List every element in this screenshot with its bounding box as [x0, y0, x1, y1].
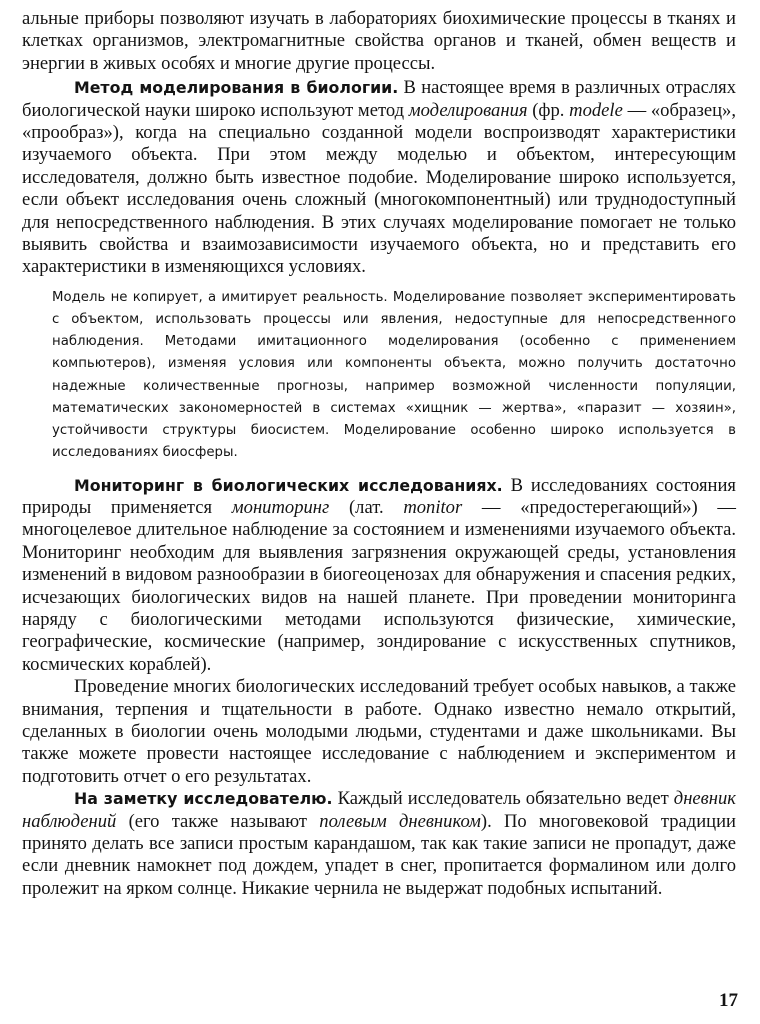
heading-monitoring: Мониторинг в биологических исследованиях.: [74, 475, 503, 495]
page-number: 17: [719, 990, 738, 1011]
term-monitoring: мониторинг: [231, 496, 330, 518]
note-text-2: (его также называют: [116, 810, 320, 832]
paragraph-modeling: [22, 77, 736, 279]
sidebar-note-text: Модель не копирует, а имитирует реальность. Моделирование позволяет экспериментировать с объектом, использовать процессы или явления, недоступные для непосредственного наблюдения. Методами имитационного моделирования (особенно с применением компьютеров), изменяя условия или компоненты объекта, можно получить достаточно надежные количественные прогнозы, например возможной численности популяции, математических закономерностей в системах «хищник — жертва», «паразит — хозяин», устойчивости структуры биосистем. Моделирование особенно широко используется в исследованиях биосферы.: [52, 289, 736, 461]
modeling-text-3: — «образец», «прообраз»), когда на специально созданной модели воспроизводят характеристики изучаемого объекта. При этом между моделью и объектом, интересующим исследователя, должно быть известное подобие. Моделирование широко используется, если объект исследования очень сложный (многокомпонентный) или труднодоступный для непосредственного наблюдения. В этих случаях моделирование помогает не только выявить свойства и взаимозависимости изучаемого объекта, но и представить его характеристики в изменяющихся условиях.: [22, 99, 736, 278]
paragraph-research-text: Проведение многих биологических исследований требует особых навыков, а также внимания, терпения и тщательности в работе. Однако известно немало открытий, сделанных в биологии очень молодыми людьми, студентами и даже школьниками. Вы также можете провести настоящее исследование с наблюдением и экспериментом и подготовить отчет о его результатах.: [22, 676, 736, 787]
modeling-text-2: (фр.: [527, 99, 570, 121]
paragraph-intro: [22, 8, 736, 75]
monitoring-text-2: (лат.: [329, 496, 404, 518]
paragraph-monitoring: [22, 475, 736, 677]
paragraph-intro-text: альные приборы позволяют изучать в лабораториях биохимические процессы в тканях и клетках организмов, электромагнитные свойства органов и тканей, обмен веществ и энергии в живых особях и многие другие процессы.: [22, 8, 736, 74]
paragraph-research: [22, 676, 736, 788]
page-body: [22, 8, 736, 900]
monitoring-text-1: В исследованиях состояния природы применяется: [22, 474, 736, 518]
heading-researcher-note: На заметку исследователю.: [74, 789, 333, 809]
term-modele: modele: [569, 99, 623, 121]
paragraph-researcher-note: [22, 788, 736, 900]
note-text-1: Каждый исследователь обязательно ведет: [332, 788, 674, 810]
term-field-diary: полевым дневником: [319, 810, 481, 832]
term-modeling: моделирования: [408, 99, 528, 121]
sidebar-note-model: [52, 287, 736, 465]
monitoring-text-3: — «предостерегающий») — многоцелевое длительное наблюдение за состоянием и изменениями изучаемого объекта. Мониторинг необходим для выявления загрязнения окружающей среды, установления изменений в видовом разнообразии в биогеоценозах для обнаружения и спасения редких, исчезающих биологических видов на нашей планете. При проведении мониторинга наряду с биологическими методами используются физические, химические, географические, космические (например, зондирование с искусственных спутников, космических кораблей).: [22, 496, 736, 675]
term-monitor: monitor: [403, 496, 463, 518]
note-text-3: ). По многовековой традиции принято делать все записи простым карандашом, так как такие записи не пропадут, даже если дневник намокнет под дождем, упадет в снег, пропитается формалином или долго пролежит на ярком солнце. Никакие чернила не выдержат подобных испытаний.: [22, 810, 737, 899]
term-observation-diary: дневник наблюдений: [22, 788, 736, 832]
heading-modeling-method: Метод моделирования в биологии.: [74, 78, 399, 98]
modeling-text-1: В настоящее время в различных отраслях биологической науки широко используют метод: [22, 77, 736, 121]
